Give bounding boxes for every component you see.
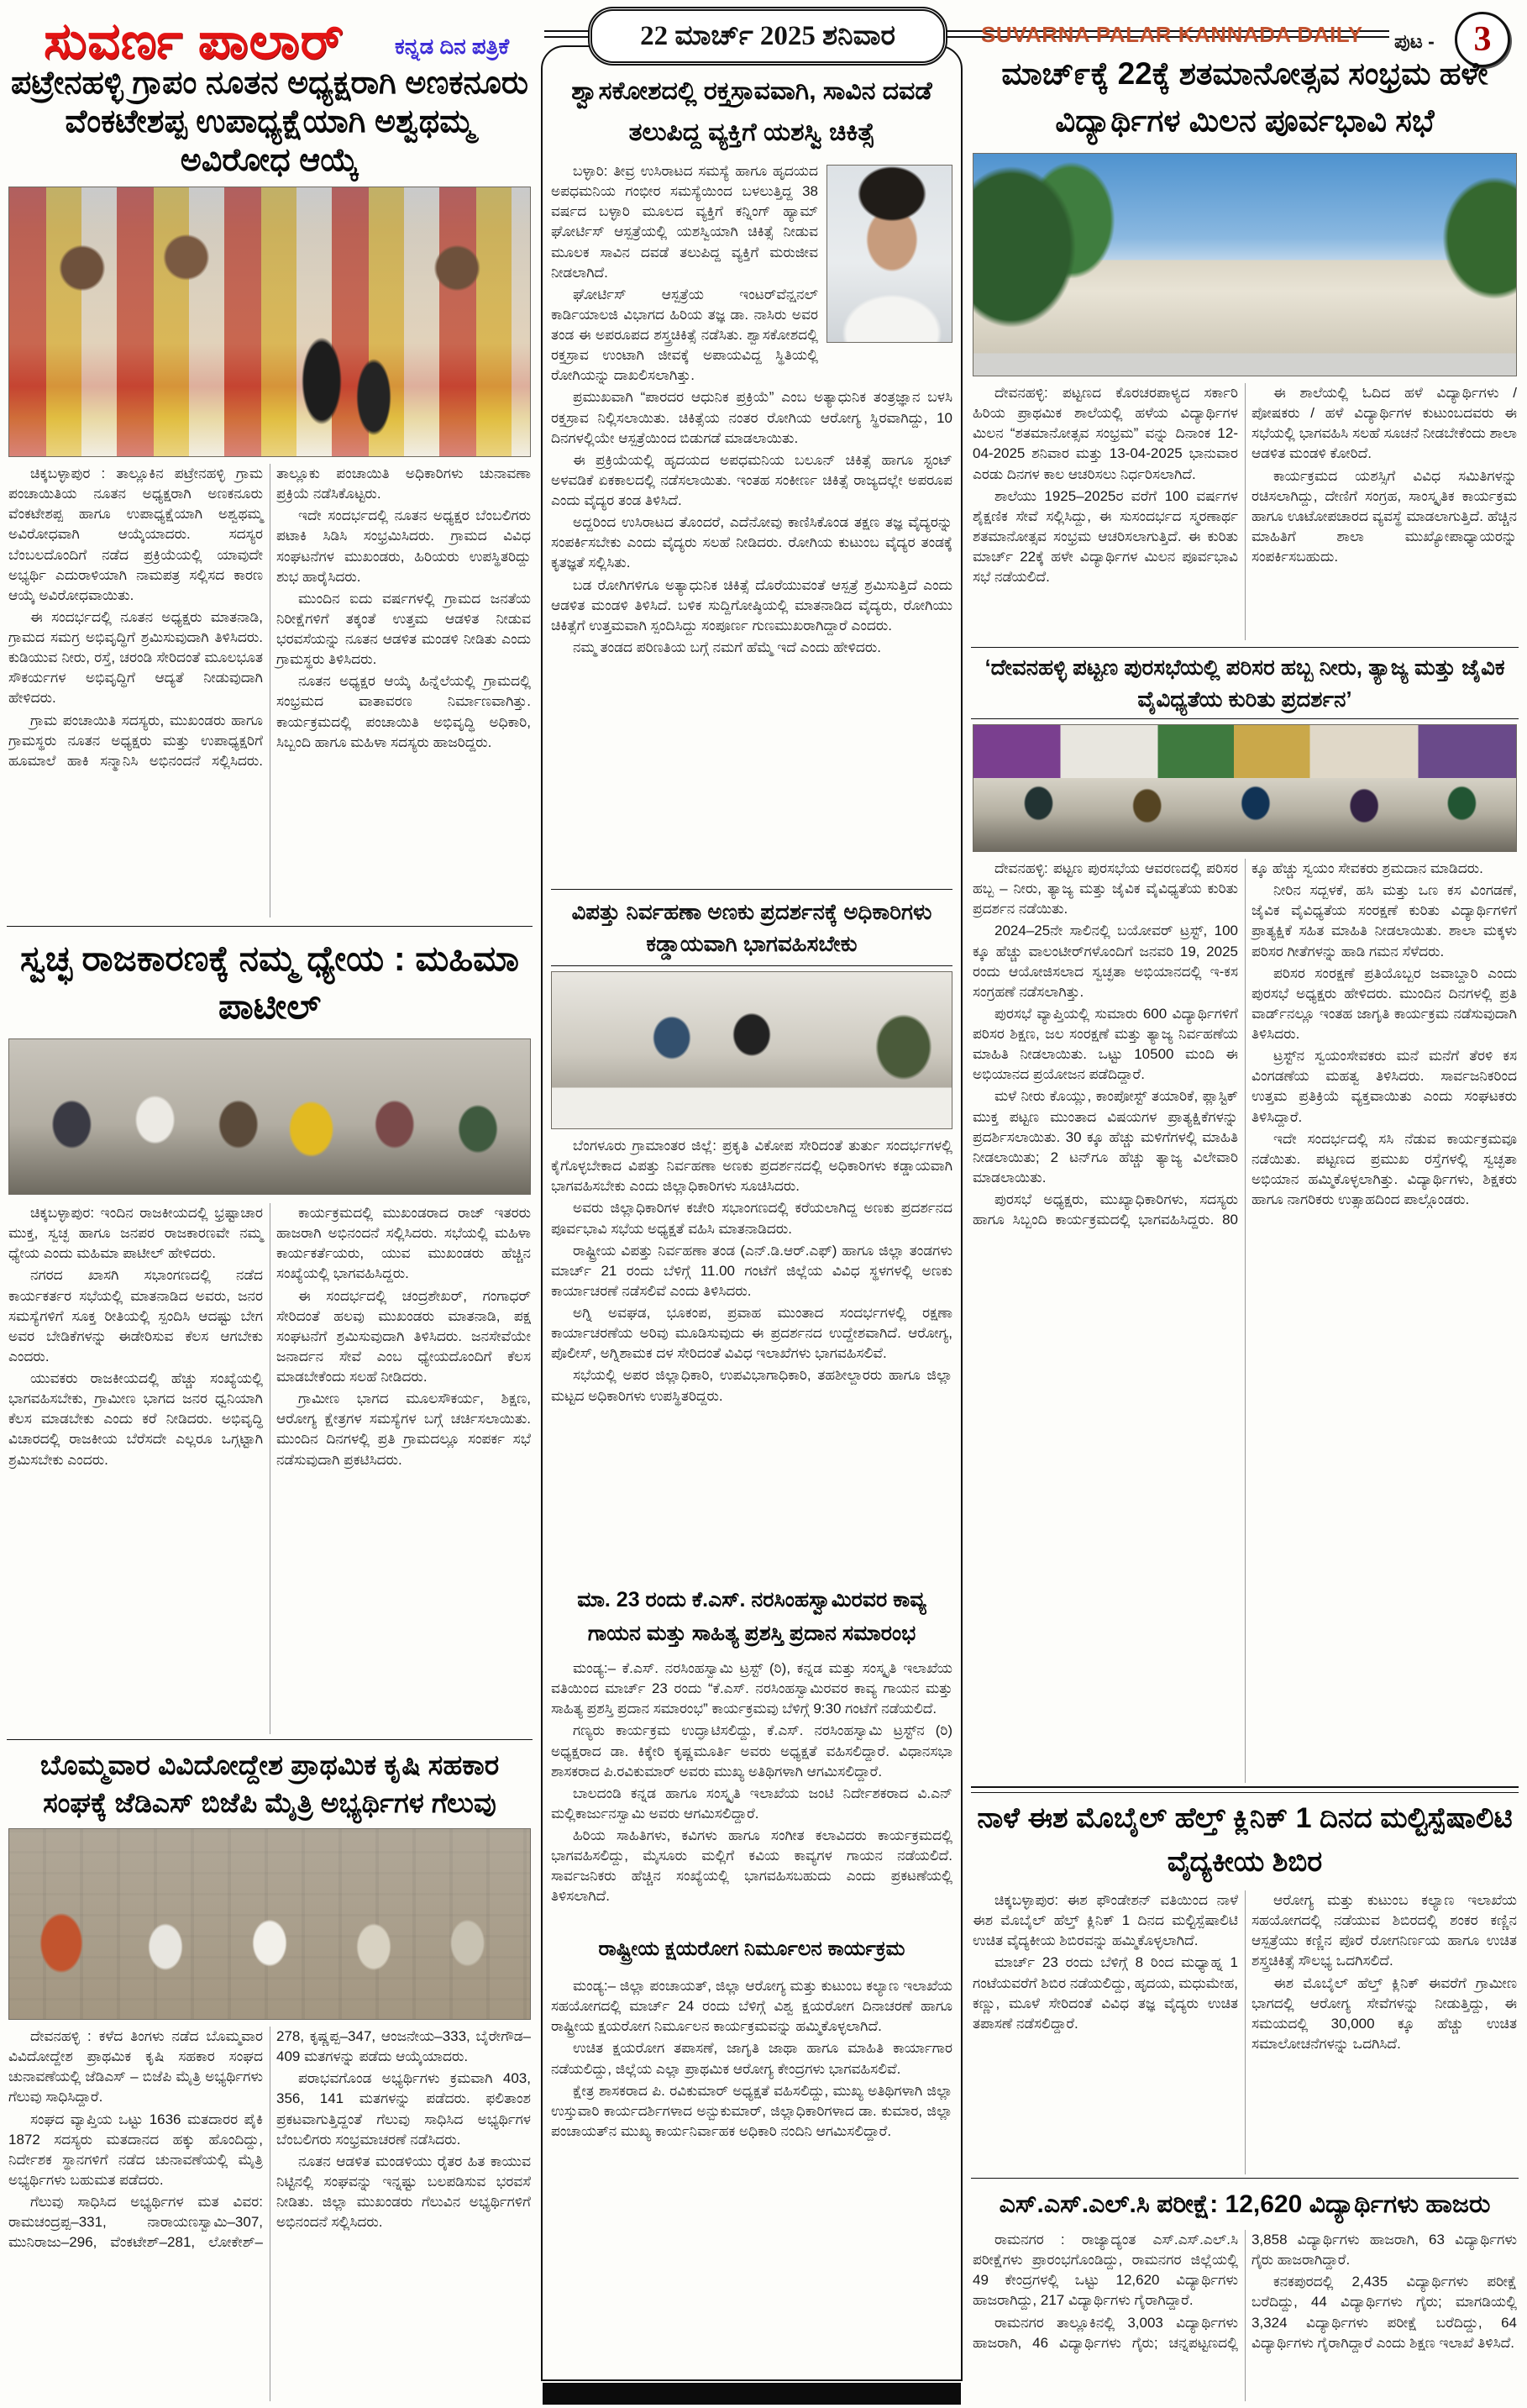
middle-column-footer-bar: [543, 2383, 961, 2405]
headline-lung-treatment: ಶ್ವಾಸಕೋಶದಲ್ಲಿ ರಕ್ತಸ್ರಾವವಾಗಿ, ಸಾವಿನ ದವಡೆ ತಲುಪಿದ್ದ ವ್ಯಕ್ತಿಗೆ ಯಶಸ್ವಿ ಚಿಕಿತ್ಸೆ: [571, 77, 932, 146]
body-bommavara-coop: ದೇವನಹಳ್ಳಿ : ಕಳೆದ ತಿಂಗಳು ನಡೆದ ಬೊಮ್ಮವಾರ ವಿವಿದೋದ್ದೇಶ ಪ್ರಾಥಮಿಕ ಕೃಷಿ ಸಹಕಾರ ಸಂಘದ ಚುನಾವಣೆಯಲ್ಲಿ ಜೆಡಿಎಸ್ – ಬಿಜೆಪಿ ಮೈತ್ರಿ ಅಭ್ಯರ್ಥಿಗಳು ಗೆಲುವು ಸಾಧಿಸಿದ್ದಾರೆ. ಸಂಘದ ವ್ಯಾಪ್ತಿಯ ಒಟ್ಟು 1636 ಮತದಾರರ ಪೈಕಿ 1872 ಸದಸ್ಯರು ಮತದಾನದ ಹಕ್ಕು ಹೊಂದಿದ್ದು, ನಿರ್ದೇಶಕ ಸ್ಥಾನಗಳಿಗೆ ನಡೆದ ಚುನಾವಣೆಯಲ್ಲಿ ಮೈತ್ರಿ ಅಭ್ಯರ್ಥಿಗಳು ಬಹುಮತ ಪಡೆದರು. ಗೆಲುವು ಸಾಧಿಸಿದ ಅಭ್ಯರ್ಥಿಗಳ ಮತ ವಿವರ: ರಾಮಚಂದ್ರಪ್ಪ–331, ನಾರಾಯಣಸ್ವಾಮಿ–307, ಮುನಿರಾಜು–296, ವೆಂಕಟೇಶ್–281, ಲೋಕೇಶ್–278, ಕೃಷ್ಣಪ್ಪ–347, ಆಂಜನೇಯ–333, ಬೈರೇಗೌಡ–409 ಮತಗಳನ್ನು ಪಡೆದು ಆಯ್ಕೆಯಾದರು. ಪರಾಭವಗೊಂಡ ಅಭ್ಯರ್ಥಿಗಳು ಕ್ರಮವಾಗಿ 403, 356, 141 ಮತಗಳನ್ನು ಪಡೆದರು. ಫಲಿತಾಂಶ ಪ್ರಕಟವಾಗುತ್ತಿದ್ದಂತೆ ಗೆಲುವು ಸಾಧಿಸಿದ ಅಭ್ಯರ್ಥಿಗಳ ಬೆಂಬಲಿಗರು ಸಂಭ್ರಮಾಚರಣೆ ನಡೆಸಿದರು. ನೂತನ ಆಡಳಿತ ಮಂಡಳಿಯು ರೈತರ ಹಿತ ಕಾಯುವ ನಿಟ್ಟಿನಲ್ಲಿ ಸಂಘವನ್ನು ಇನ್ನಷ್ಟು ಬಲಪಡಿಸುವ ಭರವಸೆ ನೀಡಿತು. ಜಿಲ್ಲಾ ಮುಖಂಡರು ಗೆಲುವಿನ ಅಭ್ಯರ್ಥಿಗಳಿಗೆ ಅಭಿನಂದನೆ ಸಲ್ಲಿಸಿದರು.: [8, 2028, 531, 2251]
header-rule-left: [544, 30, 591, 38]
headline-centenary: ಮಾಚ್೯ಕ್ಕೆ 22ಕ್ಕೆ ಶತಮಾನೋತ್ಸವ ಸಂಭ್ರಮ ಹಳೇ ವಿದ್ಯಾರ್ಥಿಗಳ ಮಿಲನ ಪೂರ್ವಭಾವಿ ಸಭೆ: [1001, 56, 1488, 138]
masthead-tagline: ಕನ್ನಡ ದಿನ ಪತ್ರಿಕೆ: [395, 34, 510, 59]
body-tb-program: ಮಂಡ್ಯ:– ಜಿಲ್ಲಾ ಪಂಚಾಯತ್, ಜಿಲ್ಲಾ ಆರೋಗ್ಯ ಮತ್ತು ಕುಟುಂಬ ಕಲ್ಯಾಣ ಇಲಾಖೆಯ ಸಹಯೋಗದಲ್ಲಿ ಮಾರ್ಚ್ 24 ರಂದು ಬೆಳಿಗ್ಗೆ ವಿಶ್ವ ಕ್ಷಯರೋಗ ದಿನಾಚರಣೆ ಹಾಗೂ ರಾಷ್ಟ್ರೀಯ ಕ್ಷಯರೋಗ ನಿರ್ಮೂಲನ ಕಾರ್ಯಕ್ರಮವನ್ನು ಹಮ್ಮಿಕೊಳ್ಳಲಾಗಿದೆ. ಉಚಿತ ಕ್ಷಯರೋಗ ತಪಾಸಣೆ, ಜಾಗೃತಿ ಜಾಥಾ ಹಾಗೂ ಮಾಹಿತಿ ಕಾರ್ಯಾಗಾರ ನಡೆಯಲಿದ್ದು, ಜಿಲ್ಲೆಯ ಎಲ್ಲಾ ಪ್ರಾಥಮಿಕ ಆರೋಗ್ಯ ಕೇಂದ್ರಗಳು ಭಾಗವಹಿಸಲಿವೆ. ಕ್ಷೇತ್ರ ಶಾಸಕರಾದ ಪಿ. ರವಿಕುಮಾರ್ ಅಧ್ಯಕ್ಷತೆ ವಹಿಸಲಿದ್ದು, ಮುಖ್ಯ ಅತಿಥಿಗಳಾಗಿ ಜಿಲ್ಲಾ ಉಸ್ತುವಾರಿ ಕಾರ್ಯದರ್ಶಿಗಳಾದ ಅನ್ಬುಕುಮಾರ್, ಜಿಲ್ಲಾಧಿಕಾರಿಗಳಾದ ಡಾ. ಕುಮಾರ, ಜಿಲ್ಲಾ ಪಂಚಾಯತ್‌ನ ಮುಖ್ಯ ಕಾರ್ಯನಿರ್ವಾಹಕ ಅಧಿಕಾರಿ ನಂದಿನಿ ಆಗಮಿಸಲಿದ್ದಾರೆ.: [551, 1978, 952, 2139]
left-divider-1: [7, 926, 533, 927]
page-label: ಪುಟ -: [1394, 30, 1435, 52]
headline-disaster-drill: ವಿಪತ್ತು ನಿರ್ವಹಣಾ ಅಣಕು ಪ್ರದರ್ಶನಕ್ಕೆ ಅಧಿಕಾರಿಗಳು ಕಡ್ಡಾಯವಾಗಿ ಭಾಗವಹಿಸಬೇಕು: [551, 889, 952, 966]
right-divider-1: [971, 1786, 1519, 1793]
body-lung-treatment: ಬಳ್ಳಾರಿ: ತೀವ್ರ ಉಸಿರಾಟದ ಸಮಸ್ಯೆ ಹಾಗೂ ಹೃದಯದ ಅಪಧಮನಿಯ ಗಂಭೀರ ಸಮಸ್ಯೆಯಿಂದ ಬಳಲುತ್ತಿದ್ದ 38 ವರ್ಷದ ಬಳ್ಳಾರಿ ಮೂಲದ ವ್ಯಕ್ತಿಗೆ ಕನ್ನಿಂಗ್ ಹ್ಯಾಮ್ ಘೋರ್ಟಿಸ್ ಆಸ್ಪತ್ರೆಯಲ್ಲಿ ಯಶಸ್ವಿಯಾಗಿ ಚಿಕಿತ್ಸೆ ನೀಡುವ ಮೂಲಕ ಸಾವಿನ ದವಡೆ ತಲುಪಿದ್ದ ವ್ಯಕ್ತಿಗೆ ಮರುಜೀವ ನೀಡಲಾಗಿದೆ. ಘೋರ್ಟಿಸ್ ಆಸ್ಪತ್ರೆಯ ಇಂಟರ್‌ವೆನ್ಷನಲ್ ಕಾರ್ಡಿಯಾಲಜಿ ವಿಭಾಗದ ಹಿರಿಯ ತಜ್ಞ ಡಾ. ನಾಸಿರು ಅವರ ತಂಡ ಈ ಅಪರೂಪದ ಶಸ್ತ್ರಚಿಕಿತ್ಸೆ ನಡೆಸಿತು. ಶ್ವಾಸಕೋಶದಲ್ಲಿ ರಕ್ತಸ್ರಾವ ಉಂಟಾಗಿ ಜೀವಕ್ಕೆ ಅಪಾಯವಿದ್ದ ಸ್ಥಿತಿಯಲ್ಲಿ ರೋಗಿಯನ್ನು ದಾಖಲಿಸಲಾಗಿತ್ತು. ಪ್ರಮುಖವಾಗಿ “ಪಾರದರ ಆಧುನಿಕ ಪ್ರಕ್ರಿಯೆ” ಎಂಬ ಅತ್ಯಾಧುನಿಕ ತಂತ್ರಜ್ಞಾನ ಬಳಸಿ ರಕ್ತಸ್ರಾವ ನಿಲ್ಲಿಸಲಾಯಿತು. ಚಿಕಿತ್ಸೆಯ ನಂತರ ರೋಗಿಯ ಆರೋಗ್ಯ ಸ್ಥಿರವಾಗಿದ್ದು, 10 ದಿನಗಳಲ್ಲಿಯೇ ಆಸ್ಪತ್ರೆಯಿಂದ ಬಿಡುಗಡೆ ಮಾಡಲಾಯಿತು. ಈ ಪ್ರಕ್ರಿಯೆಯಲ್ಲಿ ಹೃದಯದ ಅಪಧಮನಿಯ ಬಲೂನ್ ಚಿಕಿತ್ಸೆ ಹಾಗೂ ಸ್ಟಂಟ್ ಅಳವಡಿಕೆ ಏಕಕಾಲದಲ್ಲಿ ನಡೆಸಲಾಯಿತು. ಇಂತಹ ಸಂಕೀರ್ಣ ಚಿಕಿತ್ಸೆ ರಾಜ್ಯದಲ್ಲೇ ಅಪರೂಪ ಎಂದು ವೈದ್ಯರ ತಂಡ ತಿಳಿಸಿದೆ. ಅದ್ದರಿಂದ ಉಸಿರಾಟದ ತೊಂದರೆ, ಎದೆನೋವು ಕಾಣಿಸಿಕೊಂಡ ತಕ್ಷಣ ತಜ್ಞ ವೈದ್ಯರನ್ನು ಸಂಪರ್ಕಿಸಬೇಕು ಎಂದು ವೈದ್ಯರು ಸಲಹೆ ನೀಡಿದರು. ರೋಗಿಯ ಕುಟುಂಬ ವೈದ್ಯರ ತಂಡಕ್ಕೆ ಕೃತಜ್ಞತೆ ಸಲ್ಲಿಸಿತು. ಬಡ ರೋಗಿಗಳಿಗೂ ಅತ್ಯಾಧುನಿಕ ಚಿಕಿತ್ಸೆ ದೊರೆಯುವಂತೆ ಆಸ್ಪತ್ರೆ ಶ್ರಮಿಸುತ್ತಿದೆ ಎಂದು ಆಡಳಿತ ಮಂಡಳಿ ತಿಳಿಸಿದೆ. ಬಳಿಕ ಸುದ್ದಿಗೋಷ್ಠಿಯಲ್ಲಿ ಮಾತನಾಡಿದ ವೈದ್ಯರು, ರೋಗಿಯು ಚಿಕಿತ್ಸೆಗೆ ಉತ್ತಮವಾಗಿ ಸ್ಪಂದಿಸಿದ್ದು ಸಂಪೂರ್ಣ ಗುಣಮುಖರಾಗಿದ್ದಾರೆ ಎಂದರು. ನಮ್ಮ ತಂಡದ ಪರಿಣತಿಯ ಬಗ್ಗೆ ನಮಗೆ ಹೆಮ್ಮೆ ಇದೆ ಎಂದು ಹೇಳಿದರು.: [551, 163, 952, 655]
photo-seated-leaders-group: [8, 1038, 531, 1195]
right-divider-2: [971, 2178, 1519, 2179]
page-number-badge: 3: [1455, 12, 1510, 67]
photo-school-building-blue-sky: [973, 153, 1517, 376]
photo-doctor-portrait: [826, 165, 952, 343]
photo-garlanded-leaders-press-mics: [8, 187, 531, 457]
body-environment-fest: ದೇವನಹಳ್ಳಿ: ಪಟ್ಟಣ ಪುರಸಭೆಯ ಆವರಣದಲ್ಲಿ ಪರಿಸರ ಹಬ್ಬ – ನೀರು, ತ್ಯಾಜ್ಯ ಮತ್ತು ಜೈವಿಕ ವೈವಿಧ್ಯತೆಯ ಕುರಿತು ಪ್ರದರ್ಶನ ನಡೆಯಿತು. 2024–25ನೇ ಸಾಲಿನಲ್ಲಿ ಬಯೋವರ್ ಟ್ರಸ್ಟ್, 100 ಕ್ಕೂ ಹೆಚ್ಚು ವಾಲಂಟೀರ್‌ಗಳೊಂದಿಗೆ ಜನವರಿ 19, 2025 ರಂದು ಆಯೋಜಿಸಲಾದ ಸ್ವಚ್ಛತಾ ಅಭಿಯಾನದಲ್ಲಿ ಇ-ಕಸ ಸಂಗ್ರಹಣೆ ನಡೆಸಲಾಗಿತ್ತು. ಪುರಸಭೆ ವ್ಯಾಪ್ತಿಯಲ್ಲಿ ಸುಮಾರು 600 ವಿದ್ಯಾರ್ಥಿಗಳಿಗೆ ಪರಿಸರ ಶಿಕ್ಷಣ, ಜಲ ಸಂರಕ್ಷಣೆ ಮತ್ತು ತ್ಯಾಜ್ಯ ನಿರ್ವಹಣೆಯ ಮಾಹಿತಿ ನೀಡಲಾಯಿತು. ಒಟ್ಟು 10500 ಮಂದಿ ಈ ಅಭಿಯಾನದ ಪ್ರಯೋಜನ ಪಡೆದಿದ್ದಾರೆ. ಮಳೆ ನೀರು ಕೊಯ್ಲು, ಕಾಂಪೋಸ್ಟ್ ತಯಾರಿಕೆ, ಪ್ಲಾಸ್ಟಿಕ್ ಮುಕ್ತ ಪಟ್ಟಣ ಮುಂತಾದ ವಿಷಯಗಳ ಪ್ರಾತ್ಯಕ್ಷಿಕೆಗಳನ್ನು ಪ್ರದರ್ಶಿಸಲಾಯಿತು. 30 ಕ್ಕೂ ಹೆಚ್ಚು ಮಳಿಗೆಗಳಲ್ಲಿ ಮಾಹಿತಿ ನೀಡಲಾಯಿತು; 2 ಟನ್‌ಗೂ ಹೆಚ್ಚು ತ್ಯಾಜ್ಯ ವಿಲೇವಾರಿ ಮಾಡಲಾಯಿತು. ಪುರಸಭೆ ಅಧ್ಯಕ್ಷರು, ಮುಖ್ಯಾಧಿಕಾರಿಗಳು, ಸದಸ್ಯರು ಹಾಗೂ ಸಿಬ್ಬಂದಿ ಕಾರ್ಯಕ್ರಮದಲ್ಲಿ ಭಾಗವಹಿಸಿದ್ದರು. 80 ಕ್ಕೂ ಹೆಚ್ಚು ಸ್ವಯಂ ಸೇವಕರು ಶ್ರಮದಾನ ಮಾಡಿದರು. ನೀರಿನ ಸದ್ಬಳಕೆ, ಹಸಿ ಮತ್ತು ಒಣ ಕಸ ವಿಂಗಡಣೆ, ಜೈವಿಕ ವೈವಿಧ್ಯತೆಯ ಸಂರಕ್ಷಣೆ ಕುರಿತು ವಿದ್ಯಾರ್ಥಿಗಳಿಗೆ ಪ್ರಾತ್ಯಕ್ಷಿಕೆ ಸಹಿತ ಮಾಹಿತಿ ನೀಡಲಾಯಿತು. ಶಾಲಾ ಮಕ್ಕಳು ಪರಿಸರ ಗೀತೆಗಳನ್ನು ಹಾಡಿ ಗಮನ ಸೆಳೆದರು. ಪರಿಸರ ಸಂರಕ್ಷಣೆ ಪ್ರತಿಯೊಬ್ಬರ ಜವಾಬ್ದಾರಿ ಎಂದು ಪುರಸಭೆ ಅಧ್ಯಕ್ಷರು ಹೇಳಿದರು. ಮುಂದಿನ ದಿನಗಳಲ್ಲಿ ಪ್ರತಿ ವಾರ್ಡ್‌ನಲ್ಲೂ ಇಂತಹ ಜಾಗೃತಿ ಕಾರ್ಯಕ್ರಮ ನಡೆಸುವುದಾಗಿ ತಿಳಿಸಿದರು. ಟ್ರಸ್ಟ್‌ನ ಸ್ವಯಂಸೇವಕರು ಮನೆ ಮನೆಗೆ ತೆರಳಿ ಕಸ ವಿಂಗಡಣೆಯ ಮಹತ್ವ ತಿಳಿಸಿದರು. ಸಾರ್ವಜನಿಕರಿಂದ ಉತ್ತಮ ಪ್ರತಿಕ್ರಿಯೆ ವ್ಯಕ್ತವಾಯಿತು ಎಂದು ಸಂಘಟಕರು ತಿಳಿಸಿದ್ದಾರೆ. ಇದೇ ಸಂದರ್ಭದಲ್ಲಿ ಸಸಿ ನೆಡುವ ಕಾರ್ಯಕ್ರಮವೂ ನಡೆಯಿತು. ಪಟ್ಟಣದ ಪ್ರಮುಖ ರಸ್ತೆಗಳಲ್ಲಿ ಸ್ವಚ್ಛತಾ ಅಭಿಯಾನ ಹಮ್ಮಿಕೊಳ್ಳಲಾಗಿತ್ತು. ವಿದ್ಯಾರ್ಥಿಗಳು, ಶಿಕ್ಷಕರು ಹಾಗೂ ನಾಗರಿಕರು ಉತ್ಸಾಹದಿಂದ ಪಾಲ್ಗೊಂಡರು.: [973, 860, 1517, 1228]
left-divider-2: [7, 1739, 533, 1740]
body-ksn-award: ಮಂಡ್ಯ:– ಕೆ.ಎಸ್. ನರಸಿಂಹಸ್ವಾಮಿ ಟ್ರಸ್ಟ್ (ರಿ), ಕನ್ನಡ ಮತ್ತು ಸಂಸ್ಕೃತಿ ಇಲಾಖೆಯ ವತಿಯಿಂದ ಮಾರ್ಚ್ 23 ರಂದು “ಕೆ.ಎಸ್. ನರಸಿಂಹಸ್ವಾಮಿರವರ ಕಾವ್ಯ ಗಾಯನ ಮತ್ತು ಸಾಹಿತ್ಯ ಪ್ರಶಸ್ತಿ ಪ್ರದಾನ ಸಮಾರಂಭ” ಕಾರ್ಯಕ್ರಮವು ಬೆಳಿಗ್ಗೆ 9:30 ಗಂಟೆಗೆ ನಡೆಯಲಿದೆ. ಗಣ್ಯರು ಕಾರ್ಯಕ್ರಮ ಉದ್ಘಾಟಿಸಲಿದ್ದು, ಕೆ.ಎಸ್. ನರಸಿಂಹಸ್ವಾಮಿ ಟ್ರಸ್ಟ್‌ನ (ರಿ) ಅಧ್ಯಕ್ಷರಾದ ಡಾ. ಕಿಕ್ಕೇರಿ ಕೃಷ್ಣಮೂರ್ತಿ ಅವರು ಅಧ್ಯಕ್ಷತೆ ವಹಿಸಲಿದ್ದಾರೆ. ವಿಧಾನಸಭಾ ಶಾಸಕರಾದ ಪಿ.ರವಿಕುಮಾರ್ ಅವರು ಮುಖ್ಯ ಅತಿಥಿಗಳಾಗಿ ಆಗಮಿಸಲಿದ್ದಾರೆ. ಬಾಲದಂಡಿ ಕನ್ನಡ ಹಾಗೂ ಸಂಸ್ಕೃತಿ ಇಲಾಖೆಯ ಜಂಟಿ ನಿರ್ದೇಶಕರಾದ ವಿ.ಎನ್ ಮಲ್ಲಿಕಾರ್ಜುನಸ್ವಾಮಿ ಅವರು ಆಗಮಿಸಲಿದ್ದಾರೆ. ಹಿರಿಯ ಸಾಹಿತಿಗಳು, ಕವಿಗಳು ಹಾಗೂ ಸಂಗೀತ ಕಲಾವಿದರು ಕಾರ್ಯಕ್ರಮದಲ್ಲಿ ಭಾಗವಹಿಸಲಿದ್ದು, ಮೈಸೂರು ಮಲ್ಲಿಗೆ ಕವಿಯ ಕಾವ್ಯಗಳ ಗಾಯನ ನಡೆಯಲಿದೆ. ಸಾರ್ವಜನಿಕರು ಹೆಚ್ಚಿನ ಸಂಖ್ಯೆಯಲ್ಲಿ ಭಾಗವಹಿಸಬಹುದು ಎಂದು ಪ್ರಕಟಣೆಯಲ್ಲಿ ತಿಳಿಸಲಾಗಿದೆ.: [551, 1660, 952, 1905]
body-isha-clinic: ಚಿಕ್ಕಬಳ್ಳಾಪುರ: ಈಶ ಫೌಂಡೇಶನ್ ವತಿಯಿಂದ ನಾಳೆ ಈಶ ಮೊಬೈಲ್ ಹೆಲ್ತ್ ಕ್ಲಿನಿಕ್ 1 ದಿನದ ಮಲ್ಟಿಸ್ಪೆಷಾಲಿಟಿ ಉಚಿತ ವೈದ್ಯಕೀಯ ಶಿಬಿರವನ್ನು ಹಮ್ಮಿಕೊಳ್ಳಲಾಗಿದೆ. ಮಾರ್ಚ್ 23 ರಂದು ಬೆಳಿಗ್ಗೆ 8 ರಿಂದ ಮಧ್ಯಾಹ್ನ 1 ಗಂಟೆಯವರೆಗೆ ಶಿಬಿರ ನಡೆಯಲಿದ್ದು, ಹೃದಯ, ಮಧುಮೇಹ, ಕಣ್ಣು, ಮೂಳೆ ಸೇರಿದಂತೆ ವಿವಿಧ ತಜ್ಞ ವೈದ್ಯರು ಉಚಿತ ತಪಾಸಣೆ ನಡೆಸಲಿದ್ದಾರೆ. ಆರೋಗ್ಯ ಮತ್ತು ಕುಟುಂಬ ಕಲ್ಯಾಣ ಇಲಾಖೆಯ ಸಹಯೋಗದಲ್ಲಿ ನಡೆಯುವ ಶಿಬಿರದಲ್ಲಿ ಶಂಕರ ಕಣ್ಣಿನ ಆಸ್ಪತ್ರೆಯು ಕಣ್ಣಿನ ಪೊರೆ ರೋಗನಿರ್ಣಯ ಹಾಗೂ ಉಚಿತ ಶಸ್ತ್ರಚಿಕಿತ್ಸೆ ಸೌಲಭ್ಯ ಒದಗಿಸಲಿದೆ. ಈಶ ಮೊಬೈಲ್ ಹೆಲ್ತ್ ಕ್ಲಿನಿಕ್ ಈವರೆಗೆ ಗ್ರಾಮೀಣ ಭಾಗದಲ್ಲಿ ಆರೋಗ್ಯ ಸೇವೆಗಳನ್ನು ನೀಡುತ್ತಿದ್ದು, ಈ ಸಮಯದಲ್ಲಿ 30,000 ಕ್ಕೂ ಹೆಚ್ಚು ಉಚಿತ ಸಮಾಲೋಚನೆಗಳನ್ನು ಒದಗಿಸಿದೆ.: [973, 1892, 1517, 2052]
headline-gram-panchayat: ಪಟ್ರೇನಹಳ್ಳಿ ಗ್ರಾಪಂ ನೂತನ ಅಧ್ಯಕ್ಷರಾಗಿ ಅಣಕನೂರು ವೆಂಕಟೇಶಪ್ಪ ಉಪಾಧ್ಯಕ್ಷೆಯಾಗಿ ಅಶ್ವಥಮ್ಮ ಅವಿರೋಧ ಆಯ್ಕೆ: [10, 66, 529, 178]
daily-name: SUVARNA PALAR KANNADA DAILY: [981, 22, 1363, 47]
body-disaster-drill: ಬೆಂಗಳೂರು ಗ್ರಾಮಾಂತರ ಜಿಲ್ಲೆ: ಪ್ರಕೃತಿ ವಿಕೋಪ ಸೇರಿದಂತೆ ತುರ್ತು ಸಂದರ್ಭಗಳಲ್ಲಿ ಕೈಗೊಳ್ಳಬೇಕಾದ ವಿಪತ್ತು ನಿರ್ವಹಣಾ ಅಣಕು ಪ್ರದರ್ಶನದಲ್ಲಿ ಅಧಿಕಾರಿಗಳು ಕಡ್ಡಾಯವಾಗಿ ಭಾಗವಹಿಸಬೇಕು ಎಂದು ಜಿಲ್ಲಾಧಿಕಾರಿಗಳು ಸೂಚಿಸಿದರು. ಅವರು ಜಿಲ್ಲಾಧಿಕಾರಿಗಳ ಕಚೇರಿ ಸಭಾಂಗಣದಲ್ಲಿ ಕರೆಯಲಾಗಿದ್ದ ಅಣಕು ಪ್ರದರ್ಶನದ ಪೂರ್ವಭಾವಿ ಸಭೆಯ ಅಧ್ಯಕ್ಷತೆ ವಹಿಸಿ ಮಾತನಾಡಿದರು. ರಾಷ್ಟ್ರೀಯ ವಿಪತ್ತು ನಿರ್ವಹಣಾ ತಂಡ (ಎನ್.ಡಿ.ಆರ್.ಎಫ್) ಹಾಗೂ ಜಿಲ್ಲಾ ತಂಡಗಳು ಮಾರ್ಚ್ 21 ರಂದು ಬೆಳಿಗ್ಗೆ 11.00 ಗಂಟೆಗೆ ಜಿಲ್ಲೆಯ ವಿವಿಧ ಸ್ಥಳಗಳಲ್ಲಿ ಅಣಕು ಕಾರ್ಯಾಚರಣೆ ನಡೆಸಲಿವೆ ಎಂದು ತಿಳಿಸಿದರು. ಅಗ್ನಿ ಅವಘಡ, ಭೂಕಂಪ, ಪ್ರವಾಹ ಮುಂತಾದ ಸಂದರ್ಭಗಳಲ್ಲಿ ರಕ್ಷಣಾ ಕಾರ್ಯಾಚರಣೆಯ ಅರಿವು ಮೂಡಿಸುವುದು ಈ ಪ್ರದರ್ಶನದ ಉದ್ದೇಶವಾಗಿದೆ. ಆರೋಗ್ಯ, ಪೊಲೀಸ್, ಅಗ್ನಿಶಾಮಕ ದಳ ಸೇರಿದಂತೆ ವಿವಿಧ ಇಲಾಖೆಗಳು ಭಾಗವಹಿಸಲಿವೆ. ಸಭೆಯಲ್ಲಿ ಅಪರ ಜಿಲ್ಲಾಧಿಕಾರಿ, ಉಪವಿಭಾಗಾಧಿಕಾರಿ, ತಹಶೀಲ್ದಾರರು ಹಾಗೂ ಜಿಲ್ಲಾ ಮಟ್ಟದ ಅಧಿಕಾರಿಗಳು ಉಪಸ್ಥಿತರಿದ್ದರು.: [551, 1138, 952, 1404]
body-clean-politics: ಚಿಕ್ಕಬಳ್ಳಾಪುರ: ಇಂದಿನ ರಾಜಕೀಯದಲ್ಲಿ ಭ್ರಷ್ಟಾಚಾರ ಮುಕ್ತ, ಸ್ವಚ್ಛ ಹಾಗೂ ಜನಪರ ರಾಜಕಾರಣವೇ ನಮ್ಮ ಧ್ಯೇಯ ಎಂದು ಮಹಿಮಾ ಪಾಟೀಲ್ ಹೇಳಿದರು. ನಗರದ ಖಾಸಗಿ ಸಭಾಂಗಣದಲ್ಲಿ ನಡೆದ ಕಾರ್ಯಕರ್ತರ ಸಭೆಯಲ್ಲಿ ಮಾತನಾಡಿದ ಅವರು, ಜನರ ಸಮಸ್ಯೆಗಳಿಗೆ ಸೂಕ್ತ ರೀತಿಯಲ್ಲಿ ಸ್ಪಂದಿಸಿ ಆದಷ್ಟು ಬೇಗ ಅವರ ಬೇಡಿಕೆಗಳನ್ನು ಈಡೇರಿಸುವ ಕೆಲಸ ಆಗಬೇಕು ಎಂದರು. ಯುವಕರು ರಾಜಕೀಯದಲ್ಲಿ ಹೆಚ್ಚು ಸಂಖ್ಯೆಯಲ್ಲಿ ಭಾಗವಹಿಸಬೇಕು, ಗ್ರಾಮೀಣ ಭಾಗದ ಜನರ ಧ್ವನಿಯಾಗಿ ಕೆಲಸ ಮಾಡಬೇಕು ಎಂದು ಕರೆ ನೀಡಿದರು. ಅಭಿವೃದ್ಧಿ ವಿಚಾರದಲ್ಲಿ ರಾಜಕೀಯ ಬೆರೆಸದೇ ಎಲ್ಲರೂ ಒಗ್ಗಟ್ಟಾಗಿ ಶ್ರಮಿಸಬೇಕು ಎಂದರು. ಕಾರ್ಯಕ್ರಮದಲ್ಲಿ ಮುಖಂಡರಾದ ರಾಜ್ ಇತರರು ಹಾಜರಾಗಿ ಅಭಿನಂದನೆ ಸಲ್ಲಿಸಿದರು. ಸಭೆಯಲ್ಲಿ ಮಹಿಳಾ ಕಾರ್ಯಕರ್ತೆಯರು, ಯುವ ಮುಖಂಡರು ಹೆಚ್ಚಿನ ಸಂಖ್ಯೆಯಲ್ಲಿ ಭಾಗವಹಿಸಿದ್ದರು. ಈ ಸಂದರ್ಭದಲ್ಲಿ ಚಂದ್ರಶೇಖರ್, ಗಂಗಾಧರ್ ಸೇರಿದಂತೆ ಹಲವು ಮುಖಂಡರು ಮಾತನಾಡಿ, ಪಕ್ಷ ಸಂಘಟನೆಗೆ ಶ್ರಮಿಸುವುದಾಗಿ ತಿಳಿಸಿದರು. ಜನಸೇವೆಯೇ ಜನಾರ್ದನ ಸೇವೆ ಎಂಬ ಧ್ಯೇಯದೊಂದಿಗೆ ಕೆಲಸ ಮಾಡಬೇಕೆಂದು ಸಲಹೆ ನೀಡಿದರು. ಗ್ರಾಮೀಣ ಭಾಗದ ಮೂಲಸೌಕರ್ಯ, ಶಿಕ್ಷಣ, ಆರೋಗ್ಯ ಕ್ಷೇತ್ರಗಳ ಸಮಸ್ಯೆಗಳ ಬಗ್ಗೆ ಚರ್ಚಿಸಲಾಯಿತು. ಮುಂದಿನ ದಿನಗಳಲ್ಲಿ ಪ್ರತಿ ಗ್ರಾಮದಲ್ಲೂ ಸಂಪರ್ಕ ಸಭೆ ನಡೆಸುವುದಾಗಿ ಪ್ರಕಟಿಸಿದರು.: [8, 1205, 531, 1468]
body-sslc-exam: ರಾಮನಗರ : ರಾಜ್ಯಾದ್ಯಂತ ಎಸ್.ಎಸ್.ಎಲ್.ಸಿ ಪರೀಕ್ಷೆಗಳು ಪ್ರಾರಂಭಗೊಂಡಿದ್ದು, ರಾಮನಗರ ಜಿಲ್ಲೆಯಲ್ಲಿ 49 ಕೇಂದ್ರಗಳಲ್ಲಿ ಒಟ್ಟು 12,620 ವಿದ್ಯಾರ್ಥಿಗಳು ಹಾಜರಾಗಿದ್ದು, 217 ವಿದ್ಯಾರ್ಥಿಗಳು ಗೈರಾಗಿದ್ದಾರೆ. ರಾಮನಗರ ತಾಲ್ಲೂಕಿನಲ್ಲಿ 3,003 ವಿದ್ಯಾರ್ಥಿಗಳು ಹಾಜರಾಗಿ, 46 ವಿದ್ಯಾರ್ಥಿಗಳು ಗೈರು; ಚನ್ನಪಟ್ಟಣದಲ್ಲಿ 3,858 ವಿದ್ಯಾರ್ಥಿಗಳು ಹಾಜರಾಗಿ, 63 ವಿದ್ಯಾರ್ಥಿಗಳು ಗೈರು ಹಾಜರಾಗಿದ್ದಾರೆ. ಕನಕಪುರದಲ್ಲಿ 2,435 ವಿದ್ಯಾರ್ಥಿಗಳು ಪರೀಕ್ಷೆ ಬರೆದಿದ್ದು, 44 ವಿದ್ಯಾರ್ಥಿಗಳು ಗೈರು; ಮಾಗಡಿಯಲ್ಲಿ 3,324 ವಿದ್ಯಾರ್ಥಿಗಳು ಪರೀಕ್ಷೆ ಬರೆದಿದ್ದು, 64 ವಿದ್ಯಾರ್ಥಿಗಳು ಗೈರಾಗಿದ್ದಾರೆ ಎಂದು ಶಿಕ್ಷಣ ಇಲಾಖೆ ತಿಳಿಸಿದೆ.: [973, 2232, 1517, 2351]
headline-sslc-exam: ಎಸ್.ಎಸ್.ಎಲ್.ಸಿ ಪರೀಕ್ಷೆ: 12,620 ವಿದ್ಯಾರ್ಥಿಗಳು ಹಾಜರು: [999, 2190, 1491, 2218]
photo-environment-fest-banner-group: [973, 724, 1517, 852]
body-gram-panchayat: ಚಿಕ್ಕಬಳ್ಳಾಪುರ : ತಾಲ್ಲೂಕಿನ ಪಟ್ರೇನಹಳ್ಳಿ ಗ್ರಾಮ ಪಂಚಾಯಿತಿಯ ನೂತನ ಅಧ್ಯಕ್ಷರಾಗಿ ಅಣಕನೂರು ವೆಂಕಟೇಶಪ್ಪ ಹಾಗೂ ಉಪಾಧ್ಯಕ್ಷೆಯಾಗಿ ಅಶ್ವಥಮ್ಮ ಅವಿರೋಧವಾಗಿ ಆಯ್ಕೆಯಾದರು. ಸದಸ್ಯರ ಬೆಂಬಲದೊಂದಿಗೆ ನಡೆದ ಪ್ರಕ್ರಿಯೆಯಲ್ಲಿ ಯಾವುದೇ ಅಭ್ಯರ್ಥಿ ಎದುರಾಳಿಯಾಗಿ ನಾಮಪತ್ರ ಸಲ್ಲಿಸದ ಕಾರಣ ಆಯ್ಕೆ ಅವಿರೋಧವಾಯಿತು. ಈ ಸಂದರ್ಭದಲ್ಲಿ ನೂತನ ಅಧ್ಯಕ್ಷರು ಮಾತನಾಡಿ, ಗ್ರಾಮದ ಸಮಗ್ರ ಅಭಿವೃದ್ಧಿಗೆ ಶ್ರಮಿಸುವುದಾಗಿ ತಿಳಿಸಿದರು. ಕುಡಿಯುವ ನೀರು, ರಸ್ತೆ, ಚರಂಡಿ ಸೇರಿದಂತೆ ಮೂಲಭೂತ ಸೌಕರ್ಯಗಳ ಅಭಿವೃದ್ಧಿಗೆ ಆದ್ಯತೆ ನೀಡುವುದಾಗಿ ಹೇಳಿದರು. ಗ್ರಾಮ ಪಂಚಾಯಿತಿ ಸದಸ್ಯರು, ಮುಖಂಡರು ಹಾಗೂ ಗ್ರಾಮಸ್ಥರು ನೂತನ ಅಧ್ಯಕ್ಷರು ಮತ್ತು ಉಪಾಧ್ಯಕ್ಷರಿಗೆ ಹೂಮಾಲೆ ಹಾಕಿ ಸನ್ಮಾನಿಸಿ ಅಭಿನಂದನೆ ಸಲ್ಲಿಸಿದರು. ತಾಲ್ಲೂಕು ಪಂಚಾಯಿತಿ ಅಧಿಕಾರಿಗಳು ಚುನಾವಣಾ ಪ್ರಕ್ರಿಯೆ ನಡೆಸಿಕೊಟ್ಟರು. ಇದೇ ಸಂದರ್ಭದಲ್ಲಿ ನೂತನ ಅಧ್ಯಕ್ಷರ ಬೆಂಬಲಿಗರು ಪಟಾಕಿ ಸಿಡಿಸಿ ಸಂಭ್ರಮಿಸಿದರು. ಗ್ರಾಮದ ವಿವಿಧ ಸಂಘಟನೆಗಳ ಮುಖಂಡರು, ಹಿರಿಯರು ಉಪಸ್ಥಿತರಿದ್ದು ಶುಭ ಹಾರೈಸಿದರು. ಮುಂದಿನ ಐದು ವರ್ಷಗಳಲ್ಲಿ ಗ್ರಾಮದ ಜನತೆಯ ನಿರೀಕ್ಷೆಗಳಿಗೆ ತಕ್ಕಂತೆ ಉತ್ತಮ ಆಡಳಿತ ನೀಡುವ ಭರವಸೆಯನ್ನು ನೂತನ ಆಡಳಿತ ಮಂಡಳಿ ನೀಡಿತು ಎಂದು ಗ್ರಾಮಸ್ಥರು ತಿಳಿಸಿದರು. ನೂತನ ಅಧ್ಯಕ್ಷರ ಆಯ್ಕೆ ಹಿನ್ನೆಲೆಯಲ್ಲಿ ಗ್ರಾಮದಲ್ಲಿ ಸಂಭ್ರಮದ ವಾತಾವರಣ ನಿರ್ಮಾಣವಾಗಿತ್ತು. ಕಾರ್ಯಕ್ರಮದಲ್ಲಿ ಪಂಚಾಯಿತಿ ಅಭಿವೃದ್ಧಿ ಅಧಿಕಾರಿ, ಸಿಬ್ಬಂದಿ ಹಾಗೂ ಮಹಿಳಾ ಸದಸ್ಯರು ಹಾಜರಿದ್ದರು.: [8, 465, 531, 769]
headline-bommavara-coop: ಬೊಮ್ಮವಾರ ವಿವಿದೋದ್ದೇಶ ಪ್ರಾಥಮಿಕ ಕೃಷಿ ಸಹಕಾರ ಸಂಘಕ್ಕೆ ಜೆಡಿಎಸ್ ಬಿಜೆಪಿ ಮೈತ್ರಿ ಅಭ್ಯರ್ಥಿಗಳ ಗೆಲುವು: [39, 1749, 500, 1818]
headline-ksn-award: ಮಾ. 23 ರಂದು ಕೆ.ಎಸ್. ನರಸಿಂಹಸ್ವಾಮಿರವರ ಕಾವ್ಯ ಗಾಯನ ಮತ್ತು ಸಾಹಿತ್ಯ ಪ್ರಶಸ್ತಿ ಪ್ರದಾನ ಸಮಾರಂಭ: [577, 1588, 926, 1645]
headline-environment-fest: ‘ದೇವನಹಳ್ಳಿ ಪಟ್ಟಣ ಪುರಸಭೆಯಲ್ಲಿ ಪರಿಸರ ಹಬ್ಬ ನೀರು, ತ್ಯಾಜ್ಯ ಮತ್ತು ಜೈವಿಕ ವೈವಿಧ್ಯತೆಯ ಕುರಿತು ಪ್ರದರ್ಶನ’: [971, 647, 1519, 719]
date-box: 22 ಮಾರ್ಚ್ 2025 ಶನಿವಾರ: [588, 7, 947, 66]
photo-officials-meeting-hall: [551, 971, 952, 1129]
masthead-title: ಸುವರ್ಣ ಪಾಲಾರ್: [44, 13, 344, 69]
headline-isha-clinic: ನಾಳೆ ಈಶ ಮೊಬೈಲ್ ಹೆಲ್ತ್ ಕ್ಲಿನಿಕ್ 1 ದಿನದ ಮಲ್ಟಿಸ್ಪೆಷಾಲಿಟಿ ವೈದ್ಯಕೀಯ ಶಿಬಿರ: [977, 1802, 1513, 1878]
headline-clean-politics: ಸ್ವಚ್ಛ ರಾಜಕಾರಣಕ್ಕೆ ನಮ್ಮ ಧ್ಯೇಯ : ಮಹಿಮಾ ಪಾಟೀಲ್: [20, 938, 519, 1026]
photo-winners-before-stone-wall: [8, 1828, 531, 2020]
headline-tb-program: ರಾಷ್ಟ್ರೀಯ ಕ್ಷಯರೋಗ ನಿರ್ಮೂಲನ ಕಾರ್ಯಕ್ರಮ: [598, 1937, 905, 1960]
body-centenary: ದೇವನಹಳ್ಳಿ: ಪಟ್ಟಣದ ಕೊರಚರಪಾಳ್ಯದ ಸರ್ಕಾರಿ ಹಿರಿಯ ಪ್ರಾಥಮಿಕ ಶಾಲೆಯಲ್ಲಿ ಹಳೆಯ ವಿದ್ಯಾರ್ಥಿಗಳ ಮಿಲನ “ಶತಮಾನೋತ್ಸವ ಸಂಭ್ರಮ” ವನ್ನು ದಿನಾಂಕ 12-04-2025 ಶನಿವಾರ ಮತ್ತು 13-04-2025 ಭಾನುವಾರ ಎರಡು ದಿನಗಳ ಕಾಲ ಆಚರಿಸಲು ನಿರ್ಧರಿಸಲಾಗಿದೆ. ಶಾಲೆಯು 1925–2025ರ ವರೆಗೆ 100 ವರ್ಷಗಳ ಶೈಕ್ಷಣಿಕ ಸೇವೆ ಸಲ್ಲಿಸಿದ್ದು, ಈ ಸುಸಂದರ್ಭದ ಸ್ಮರಣಾರ್ಥ ಶತಮಾನೋತ್ಸವ ಸಂಭ್ರಮ ಆಚರಿಸಲಾಗುತ್ತಿದೆ. ಈ ಕುರಿತು ಮಾರ್ಚ್ 22ಕ್ಕೆ ಹಳೇ ವಿದ್ಯಾರ್ಥಿಗಳ ಮಿಲನ ಪೂರ್ವಭಾವಿ ಸಭೆ ನಡೆಯಲಿದೆ. ಈ ಶಾಲೆಯಲ್ಲಿ ಓದಿದ ಹಳೆ ವಿದ್ಯಾರ್ಥಿಗಳು / ಪೋಷಕರು / ಹಳೆ ವಿದ್ಯಾರ್ಥಿಗಳ ಕುಟುಂಬದವರು ಈ ಸಭೆಯಲ್ಲಿ ಭಾಗವಹಿಸಿ ಸಲಹೆ ಸೂಚನೆ ನೀಡಬೇಕೆಂದು ಶಾಲಾ ಆಡಳಿತ ಮಂಡಳಿ ಕೋರಿದೆ. ಕಾರ್ಯಕ್ರಮದ ಯಶಸ್ಸಿಗೆ ವಿವಿಧ ಸಮಿತಿಗಳನ್ನು ರಚಿಸಲಾಗಿದ್ದು, ದೇಣಿಗೆ ಸಂಗ್ರಹ, ಸಾಂಸ್ಕೃತಿಕ ಕಾರ್ಯಕ್ರಮ ಹಾಗೂ ಊಟೋಪಚಾರದ ವ್ಯವಸ್ಥೆ ಮಾಡಲಾಗುತ್ತಿದೆ. ಹೆಚ್ಚಿನ ಮಾಹಿತಿಗೆ ಶಾಲಾ ಮುಖ್ಯೋಪಾಧ್ಯಾಯರನ್ನು ಸಂಪರ್ಕಿಸಬಹುದು.: [973, 385, 1517, 586]
